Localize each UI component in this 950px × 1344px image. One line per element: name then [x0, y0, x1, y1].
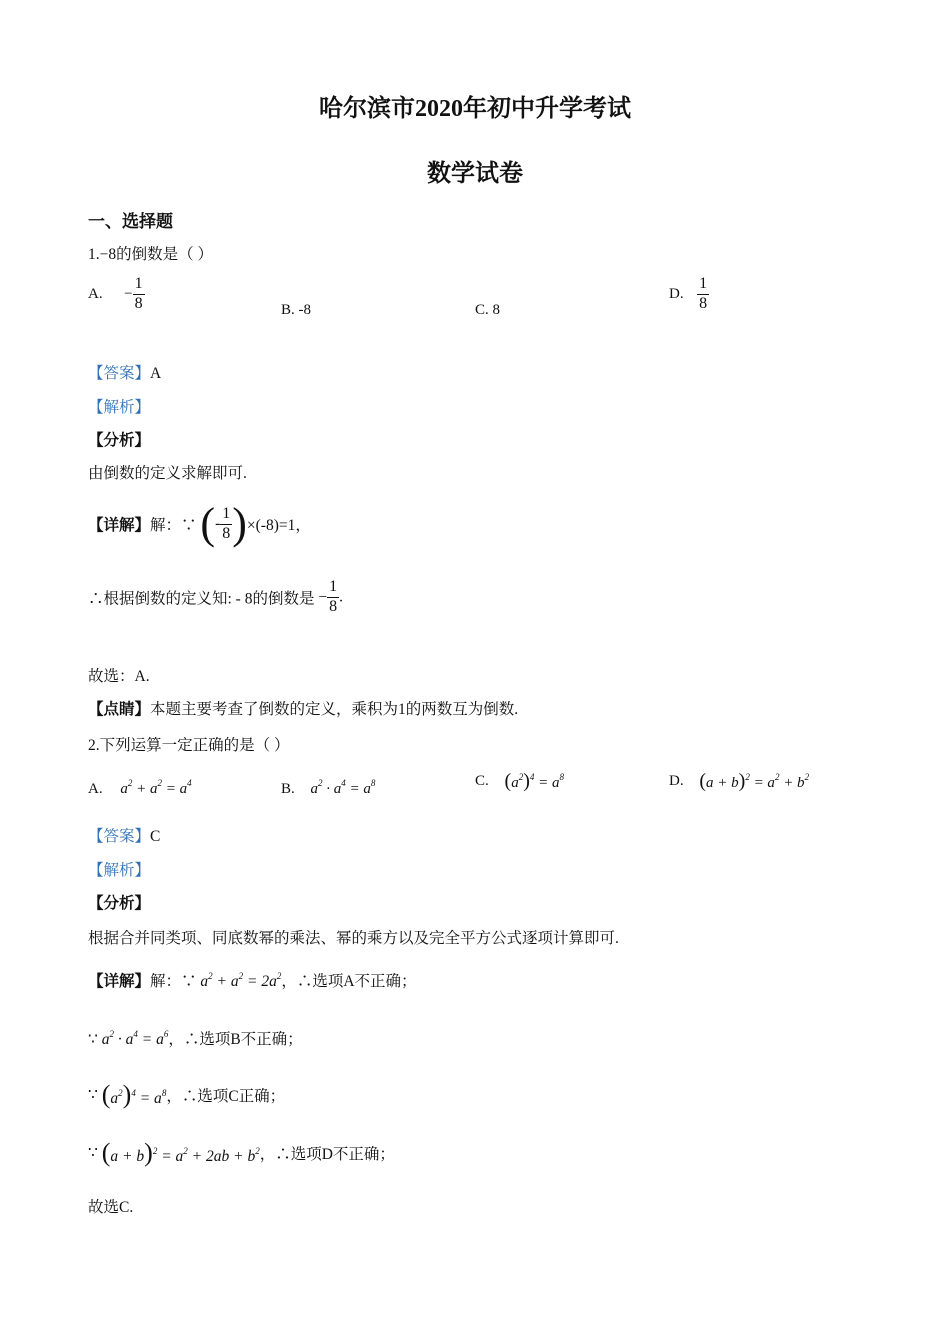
q1-conclusion: ∴根据倒数的定义知: - 8的倒数是 − $\frac{1}{8}$ .	[88, 578, 343, 615]
q1-detail-fraction: $\frac{1}{8}$	[222, 504, 231, 542]
q1-stem: 1.−8的倒数是（ ）	[88, 246, 214, 263]
q2-detail-c: ∵ $(a^2)^4 = a^8$，∴选项C正确；	[88, 1080, 286, 1109]
q2-detail-d: ∵ $(a + b)^2 = a^2 + 2ab + b^2$，∴选项D不正确；	[88, 1138, 395, 1167]
q2-choose: 故选C.	[88, 1199, 134, 1216]
q2-detail-a: 【详解】解：∵ $a^2 + a^2 = 2a^2$，∴选项A不正确；	[88, 971, 417, 990]
q1-choose: 故选：A.	[88, 668, 150, 685]
q2-answer: 【答案】C	[88, 828, 161, 845]
q2-stem: 2.下列运算一定正确的是（ ）	[88, 737, 290, 754]
q1-option-d-fraction: $\frac{1}{8}$	[699, 275, 708, 312]
q2-fenxi-tag: 【分析】	[88, 895, 151, 912]
q1-analysis-tag: 【解析】	[88, 399, 151, 416]
q2-option-b-expr: $a^2 \cdot a^4 = a^8$	[310, 778, 376, 797]
q1-option-d: D. $\frac{1}{8}$	[669, 275, 708, 312]
q1-fenxi-tag: 【分析】	[88, 432, 151, 449]
q2-option-c: C. $(a^2)^4 = a^8$	[475, 770, 564, 792]
q1-detail: 【详解】解：∵ (- $\frac{1}{8}$ )×(-8)=1，	[88, 499, 311, 548]
q1-option-a: A. − $\frac{1}{8}$	[88, 275, 143, 312]
q1-fenxi: 由倒数的定义求解即可.	[88, 465, 247, 482]
q2-analysis-tag: 【解析】	[88, 862, 151, 879]
q1-answer: 【答案】A	[88, 365, 162, 382]
page-title: 哈尔滨市2020年初中升学考试	[319, 96, 631, 122]
q1-option-a-fraction: $\frac{1}{8}$	[134, 275, 143, 312]
q2-option-a-expr: $a^2 + a^2 = a^4$	[120, 778, 192, 797]
q2-fenxi: 根据合并同类项、同底数幂的乘法、幂的乘方以及完全平方公式逐项计算即可.	[88, 930, 619, 947]
q1-option-c: C. 8	[475, 302, 501, 318]
q2-option-d-expr: $(a + b)^2 = a^2 + b^2$	[699, 770, 810, 792]
q1-option-b: B. -8	[281, 302, 311, 318]
q2-option-b: B. $a^2 \cdot a^4 = a^8$	[281, 778, 376, 797]
q2-detail-b: ∵ $a^2 \cdot a^4 = a^6$，∴选项B不正确；	[88, 1029, 303, 1048]
q2-option-a: A. $a^2 + a^2 = a^4$	[88, 778, 192, 797]
q1-stem-expr: −8	[99, 246, 117, 263]
q2-option-d: D. $(a + b)^2 = a^2 + b^2$	[669, 770, 810, 792]
q2-option-c-expr: $(a^2)^4 = a^8$	[504, 770, 564, 792]
q1-comment: 【点睛】本题主要考查了倒数的定义，乘积为1的两数互为倒数.	[88, 701, 519, 718]
page-subtitle: 数学试卷	[427, 161, 523, 187]
q1-conclusion-fraction: $\frac{1}{8}$	[329, 578, 338, 615]
section-heading: 一、选择题	[88, 212, 173, 231]
